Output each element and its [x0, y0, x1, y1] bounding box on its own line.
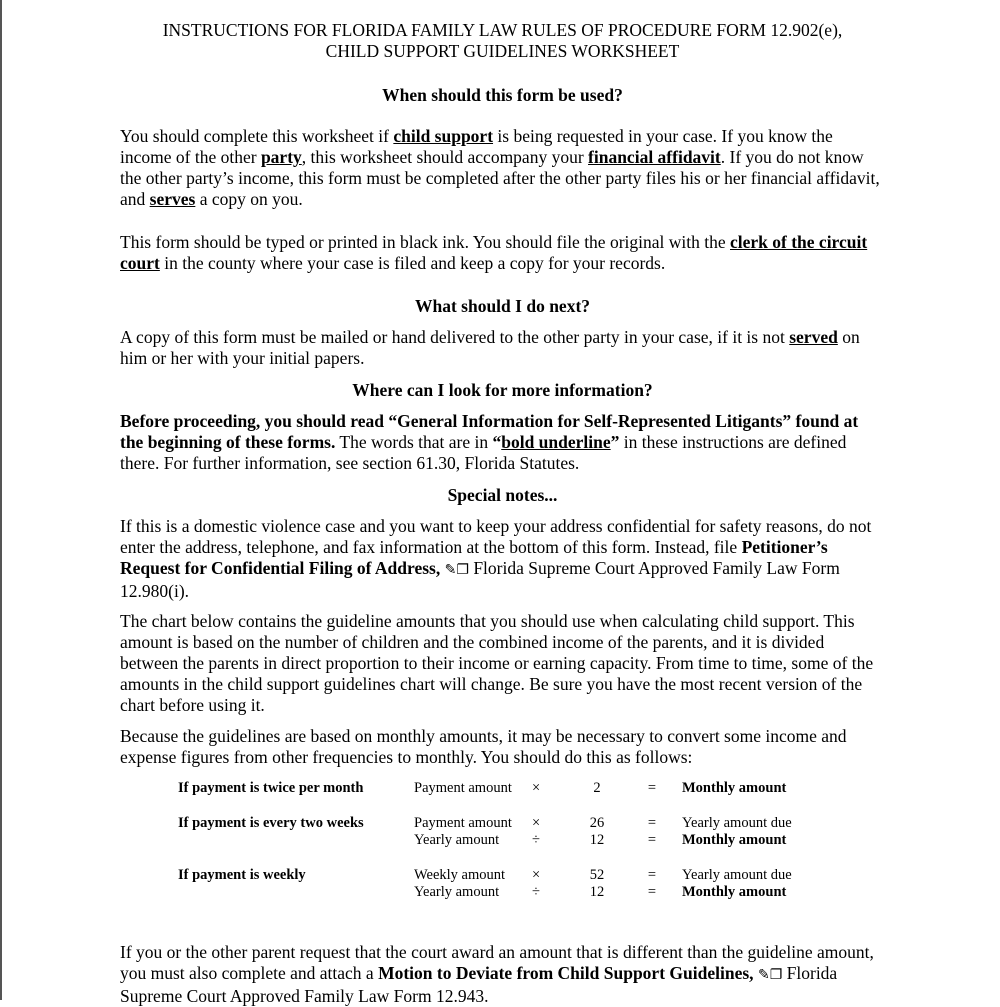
- table-row: If payment is twice per month Payment amount × 2 = Monthly amount: [178, 780, 787, 796]
- page-left-border: [0, 0, 2, 1000]
- term-child-support: child support: [393, 126, 494, 146]
- title-line-1: INSTRUCTIONS FOR FLORIDA FAMILY LAW RULES OF PROCEDURE FORM 12.902(e),: [162, 20, 843, 40]
- term-party: party: [260, 147, 302, 167]
- heading-special: Special notes...: [447, 485, 558, 505]
- table-row: Yearly amount ÷ 12 = Monthly amount: [414, 884, 787, 900]
- paragraph-special-1: If this is a domestic violence case and you want to keep your address confidential for safety reasons, do not enter the address, telephone, and fax information at the bottom of this form. Instead, file Petitioner’s Request for Confidential Filing of Address, ✎❐ Florida Supreme Court Approved Family Law Form 12.980(i).: [120, 516, 872, 601]
- paragraph-special-2: The chart below contains the guideline amounts that you should use when calculating child support. This amount is based on the number of children and the combined income of the parents, and it is divided between the parents in direct proportion to their income or earning capacity. From time to time, some of the amounts in the child support guidelines chart will change. Be sure you have the most recent version of the chart before using it.: [120, 611, 874, 715]
- table-row: If payment is weekly Weekly amount × 52 = Yearly amount due: [178, 866, 792, 883]
- paragraph-next-1: A copy of this form must be mailed or hand delivered to the other party in your case, if it is not served on him or her with your initial papers.: [120, 327, 860, 368]
- heading-next: What should I do next?: [414, 296, 591, 316]
- term-clerk-of-circuit-court: clerk of the circuit court: [120, 232, 868, 273]
- pencil-form-icon: ✎❐: [753, 967, 783, 983]
- payment-conversion-table: [178, 780, 842, 902]
- term-serves: serves: [149, 189, 196, 209]
- paragraph-when-2: This form should be typed or printed in black ink. You should file the original with the clerk of the circuit court in the county where your case is filed and keep a copy for your records.: [120, 232, 868, 273]
- heading-info: Where can I look for more information?: [352, 380, 653, 400]
- form-title-motion-to-deviate: Motion to Deviate from Child Support Guidelines,: [378, 963, 754, 983]
- heading-when: When should this form be used?: [382, 85, 623, 105]
- term-financial-affidavit: financial affidavit: [588, 147, 721, 167]
- title-line-2: CHILD SUPPORT GUIDELINES WORKSHEET: [325, 41, 680, 61]
- paragraph-special-3: Because the guidelines are based on monthly amounts, it may be necessary to convert some income and expense figures from other frequencies to monthly. You should do this as follows:: [120, 726, 847, 767]
- term-served: served: [789, 327, 838, 347]
- document-title: [120, 20, 885, 62]
- term-bold-underline: bold underline: [501, 432, 611, 452]
- table-row: If payment is every two weeks Payment amount × 26 = Yearly amount due: [178, 814, 792, 831]
- paragraph-special-4: If you or the other parent request that the court award an amount that is different than the guideline amount, you must also complete and attach a Motion to Deviate from Child Support Guidelines, ✎❐ Florida Supreme Court Approved Family Law Form 12.943.: [120, 942, 874, 1006]
- paragraph-info-1: Before proceeding, you should read “General Information for Self-Represented Litigants” found at the beginning of these forms. The words that are in “bold underline” in these instructions are defined there. For further information, see section 61.30, Florida Statutes.: [120, 411, 859, 473]
- paragraph-when-1: You should complete this worksheet if child support is being requested in your case. If you know the income of the other party, this worksheet should accompany your financial affidavit. If you do not know the other party’s income, this form must be completed after the other party files his or her financial affidavit, and serves a copy on you.: [120, 126, 880, 209]
- table-row: Yearly amount ÷ 12 = Monthly amount: [414, 832, 787, 848]
- form-title-confidential-address: Petitioner’s Request for Confidential Filing of Address,: [120, 537, 828, 578]
- pencil-form-icon: ✎❐: [440, 562, 469, 578]
